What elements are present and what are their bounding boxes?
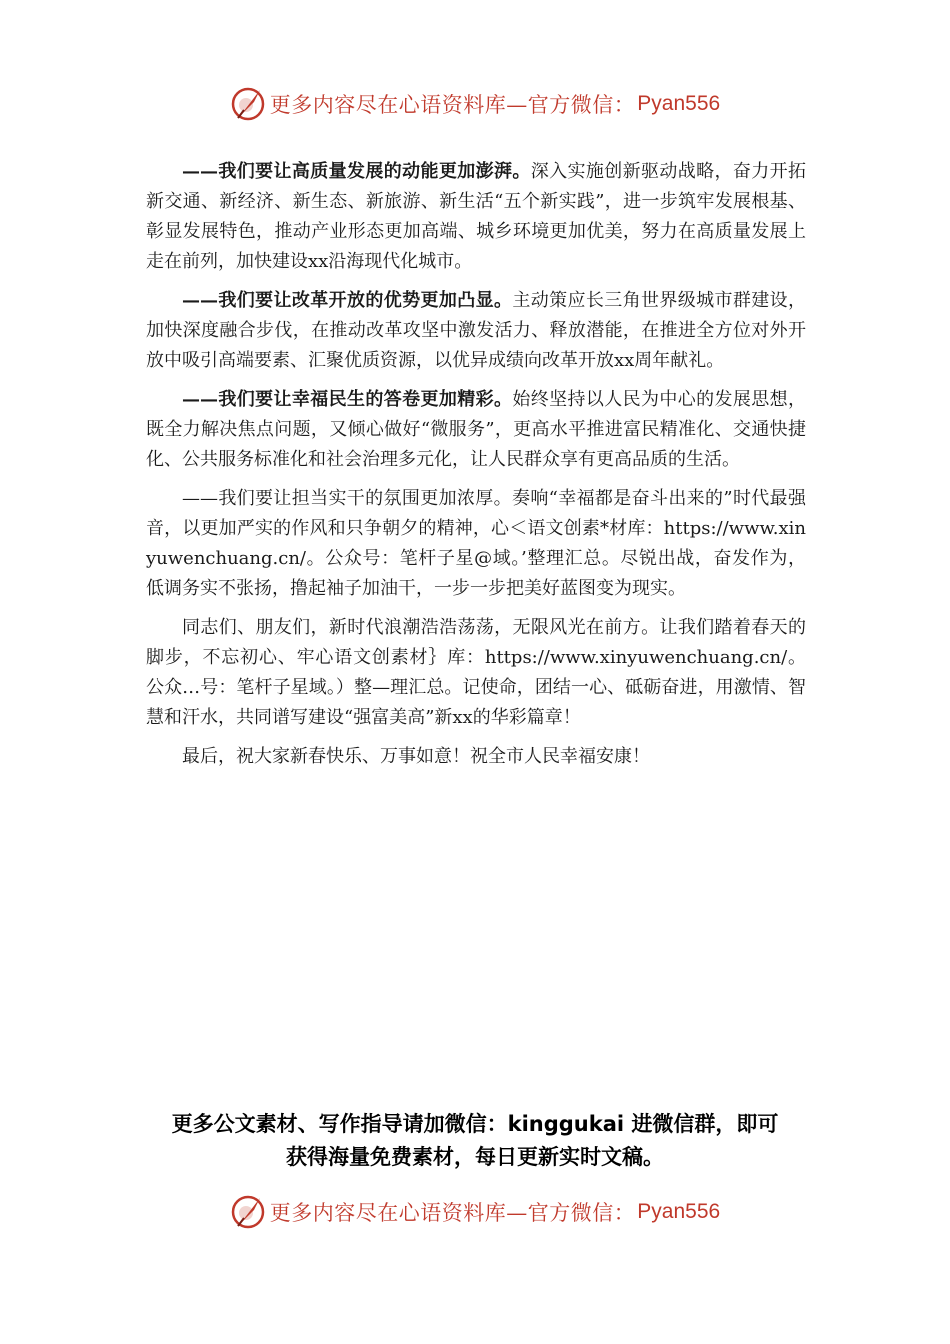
paragraph [146, 286, 806, 376]
footer-note [100, 1108, 850, 1174]
paragraph [146, 742, 806, 772]
paragraph-text: ——我们要让担当实干的氛围更加浓厚。奏响“幸福都是奋斗出来的”时代最强音，以更加严实的作风和只争朝夕的精神，心＜语文创素*材库：https://www.xinyuwenchuang.cn/。公众号：笔杆子星@域。’整理汇总。尽锐出战，奋发作为，低调务实不张扬，撸起袖子加油干，一步一步把美好蓝图变为现实。 [146, 488, 806, 599]
header-banner-text: 更多内容尽在心语资料库—官方微信： [269, 93, 636, 117]
paragraph-lead: ——我们要让幸福民生的答卷更加精彩。 [182, 389, 513, 410]
footer-note-line: 获得海量免费素材，每日更新实时文稿。 [286, 1145, 664, 1169]
paragraph [146, 613, 806, 733]
paragraph-lead: ——我们要让高质量发展的动能更加澎湃。 [182, 161, 531, 182]
header-banner [0, 84, 950, 124]
paragraph-text: 最后，祝大家新春快乐、万事如意！祝全市人民幸福安康！ [182, 746, 650, 767]
footer-note-line: 更多公文素材、写作指导请加微信：kinggukai 进微信群，即可 [171, 1112, 779, 1136]
paragraph [146, 484, 806, 604]
quill-logo-icon [230, 1194, 266, 1230]
header-wechat-id: Pyan556 [637, 92, 721, 115]
footer-wechat-id: Pyan556 [637, 1200, 721, 1223]
paragraph-text: 同志们、朋友们，新时代浪潮浩浩荡荡，无限风光在前方。让我们踏着春天的脚步，不忘初心、牢心语文创素材｝库：https://www.xinyuwenchuang.cn/。公众…号：笔杆子星域。）整—理汇总。记使命，团结一心、砥砺奋进，用激情、智慧和汗水，共同谱写建设“强富美高”新xx的华彩篇章！ [146, 617, 806, 728]
footer-banner-text: 更多内容尽在心语资料库—官方微信： [269, 1201, 636, 1225]
paragraph-text: 深入实施创新驱动战略，奋力开拓新交通、新经济、新生态、新旅游、新生活“五个新实践”，进一步筑牢发展根基、彰显发展特色，推动产业形态更加高端、城乡环境更加优美，努力在高质量发展上走在前列，加快建设xx沿海现代化城市。 [146, 161, 806, 272]
quill-logo-icon [230, 86, 266, 122]
paragraph-text: 始终坚持以人民为中心的发展思想，既全力解决焦点问题，又倾心做好“微服务”，更高水平推进富民精准化、交通快捷化、公共服务标准化和社会治理多元化，让人民群众享有更高品质的生活。 [146, 389, 806, 470]
footer-banner [0, 1192, 950, 1232]
paragraph-lead: ——我们要让改革开放的优势更加凸显。 [182, 290, 513, 311]
paragraph-text: 主动策应长三角世界级城市群建设，加快深度融合步伐，在推动改革攻坚中激发活力、释放潜能，在推进全方位对外开放中吸引高端要素、汇聚优质资源，以优异成绩向改革开放xx周年献礼。 [146, 290, 806, 371]
paragraph [146, 157, 806, 277]
document-body [146, 157, 806, 781]
paragraph [146, 385, 806, 475]
